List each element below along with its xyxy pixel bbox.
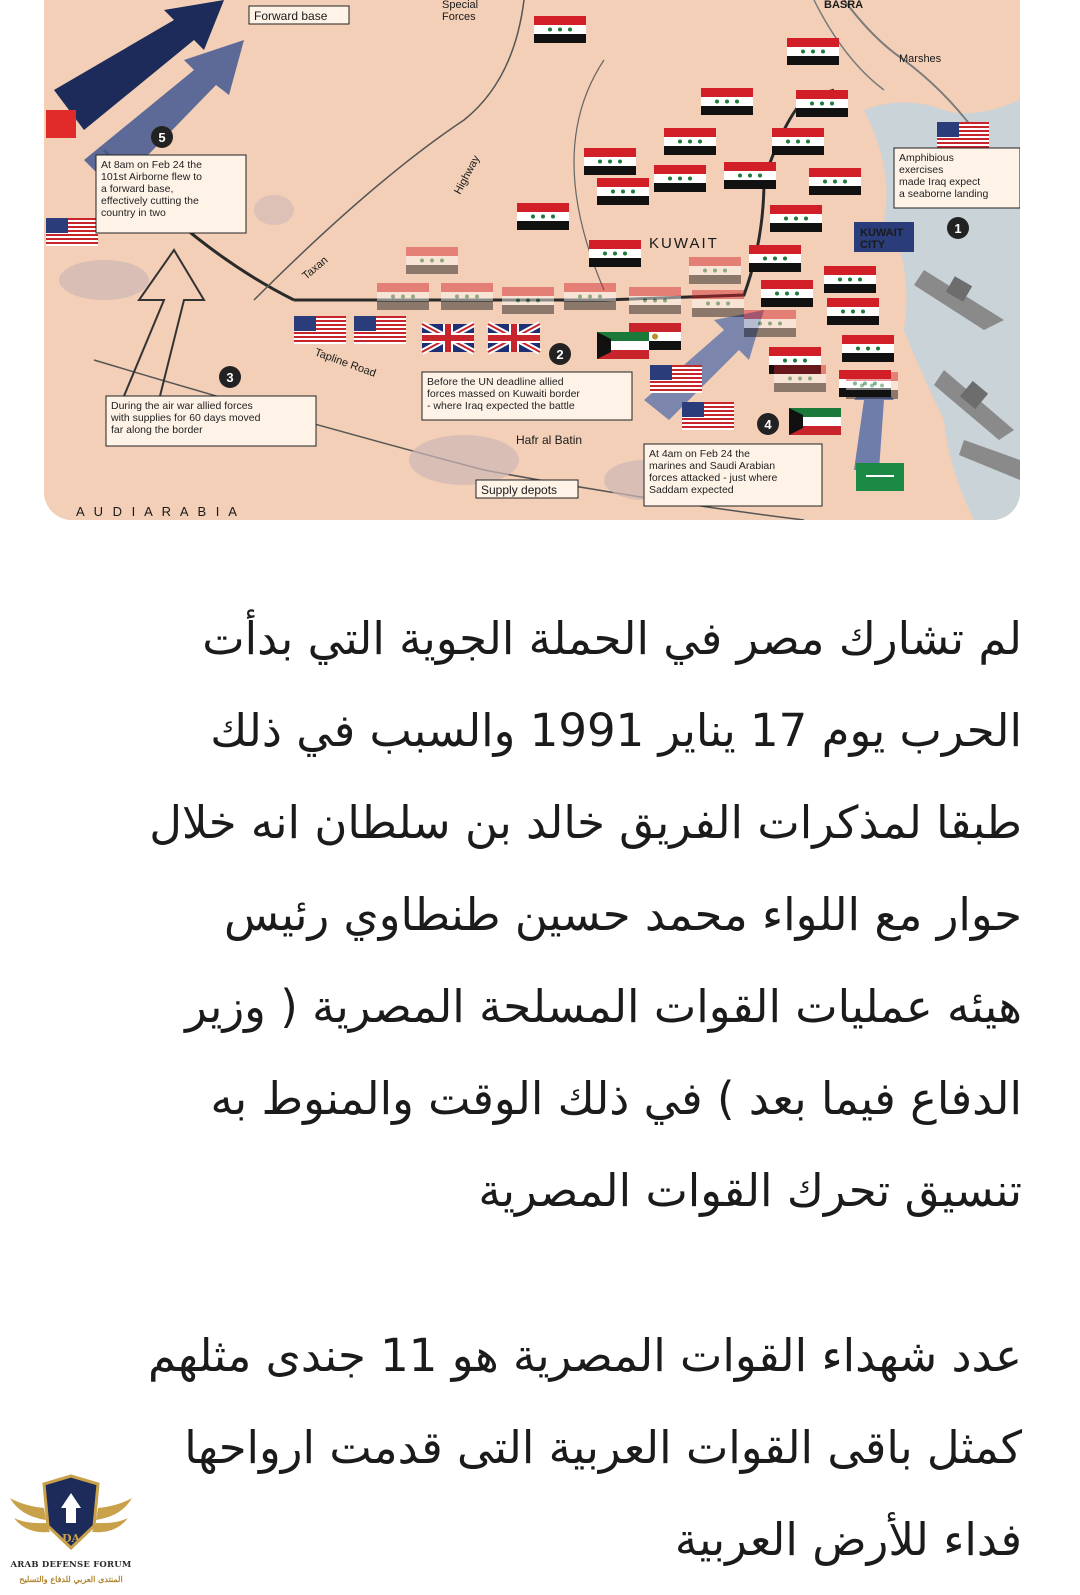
usa-flag xyxy=(937,122,989,150)
supply-depot-area xyxy=(409,435,519,485)
uk-flag xyxy=(488,324,540,352)
iraq-flag xyxy=(564,283,616,310)
map-note-note5: At 8am on Feb 24 the 101st Airborne flew to a forward base, effectively cutting the country in two xyxy=(101,159,202,219)
logo-name-en: ARAB DEFENSE FORUM xyxy=(10,1560,132,1570)
svg-text:1: 1 xyxy=(954,221,962,236)
svg-text:3: 3 xyxy=(226,370,234,385)
map-label-special-forces: Special Forces xyxy=(442,0,479,24)
saudi-flag xyxy=(856,463,904,491)
iraq-flag xyxy=(846,372,898,399)
uk-flag xyxy=(422,324,474,352)
usa-flag xyxy=(682,402,734,430)
iraq-flag xyxy=(796,90,848,117)
marker-3 xyxy=(219,366,241,388)
iraq-flag xyxy=(441,283,493,310)
map-note-note3: During the air war allied forces with supplies for 60 days moved far along the border xyxy=(111,400,261,436)
usa-flag xyxy=(354,316,406,344)
iraq-flag xyxy=(406,247,458,274)
iraq-flag xyxy=(701,88,753,115)
paragraph-text: لم تشارك مصر في الحملة الجوية التي بدأت الحرب يوم 17 يناير 1991 والسبب في ذلك طبقا لمذكرات الفريق خالد بن سلطان انه خلال حوار مع اللواء محمد حسين طنطاوي رئيس هيئه عمليات القوات المسلحة المصرية ( وزير الدفاع فيما بعد ) في ذلك الوقت والمنوط به تنسيق تحرك القوات المصرية xyxy=(149,612,1022,1217)
map-note-note1: Amphibious exercises made Iraq expect a seaborne landing xyxy=(899,152,989,200)
forum-logo xyxy=(6,1468,136,1593)
iraq-flag xyxy=(724,162,776,189)
iraq-flag xyxy=(787,38,839,65)
map-image xyxy=(44,0,1020,520)
kuwait-flag xyxy=(597,332,649,359)
svg-text:2: 2 xyxy=(556,347,564,362)
usa-flag xyxy=(294,316,346,344)
iraq-flag xyxy=(772,128,824,155)
svg-text:4: 4 xyxy=(764,417,772,432)
map-label-hafr-al-batin: Hafr al Batin xyxy=(516,433,583,447)
marker-2 xyxy=(549,343,571,365)
map-label-basra: BASRA xyxy=(824,0,864,11)
map-label-kuwait: KUWAIT xyxy=(649,235,719,252)
iraq-flag xyxy=(689,257,741,284)
iraq-flag xyxy=(629,287,681,314)
flag-fragment xyxy=(46,110,76,138)
kuwait-flag xyxy=(789,408,841,435)
iraq-flag xyxy=(809,168,861,195)
iraq-flag xyxy=(692,290,744,317)
logo-monogram: DA xyxy=(61,1532,81,1545)
iraq-flag xyxy=(824,266,876,293)
iraq-flag xyxy=(589,240,641,267)
marker-5 xyxy=(151,126,173,148)
iraq-flag xyxy=(761,280,813,307)
map-label-marshes: Marshes xyxy=(899,53,942,65)
map-label-saudi-arabia: A U D I A R A B I A xyxy=(76,504,240,519)
iraq-flag xyxy=(517,203,569,230)
map-note-note4: At 4am on Feb 24 the marines and Saudi Arabian forces attacked - just where Saddam expected xyxy=(649,448,778,496)
iraq-flag xyxy=(774,365,826,392)
iraq-flag xyxy=(664,128,716,155)
supply-depot-area xyxy=(59,260,149,300)
map-label-kuwait-city: KUWAIT CITY xyxy=(860,227,904,252)
iraq-flag xyxy=(842,335,894,362)
map-label-tapline-road: Tapline Road xyxy=(312,346,378,380)
logo-name-ar: المنتدى العربي للدفاع والتسليح xyxy=(19,1574,123,1584)
marker-4 xyxy=(757,413,779,435)
iraq-flag xyxy=(654,165,706,192)
usa-flag xyxy=(650,365,702,393)
article-paragraph-1 xyxy=(62,593,1022,1237)
iraq-flag xyxy=(770,205,822,232)
article-paragraph-2 xyxy=(62,1310,1022,1586)
map-label-taxan: Taxan xyxy=(300,254,331,283)
svg-text:5: 5 xyxy=(158,130,166,145)
iraq-flag xyxy=(377,283,429,310)
iraq-flag xyxy=(502,287,554,314)
iraq-flag xyxy=(749,245,801,272)
map-label-highway: Highway xyxy=(452,153,483,197)
map-label-supply-depots: Supply depots xyxy=(481,483,558,497)
usa-flag xyxy=(46,218,98,246)
supply-depot-area xyxy=(254,195,294,225)
paragraph-text: عدد شهداء القوات المصرية هو 11 جندى مثلهم كمثل باقى القوات العربية التى قدمت ارواحها فداء للأرض العربية xyxy=(148,1329,1022,1566)
iraq-flag xyxy=(534,16,586,43)
iraq-flag xyxy=(744,310,796,337)
map-label-forward-base: Forward base xyxy=(254,9,328,23)
iraq-flag xyxy=(584,148,636,175)
map-note-note2: Before the UN deadline allied forces massed on Kuwaiti border - where Iraq expected the battle xyxy=(427,376,580,412)
iraq-flag xyxy=(597,178,649,205)
iraq-flag xyxy=(827,298,879,325)
wings-shield-icon xyxy=(6,1468,136,1560)
marker-1 xyxy=(947,217,969,239)
